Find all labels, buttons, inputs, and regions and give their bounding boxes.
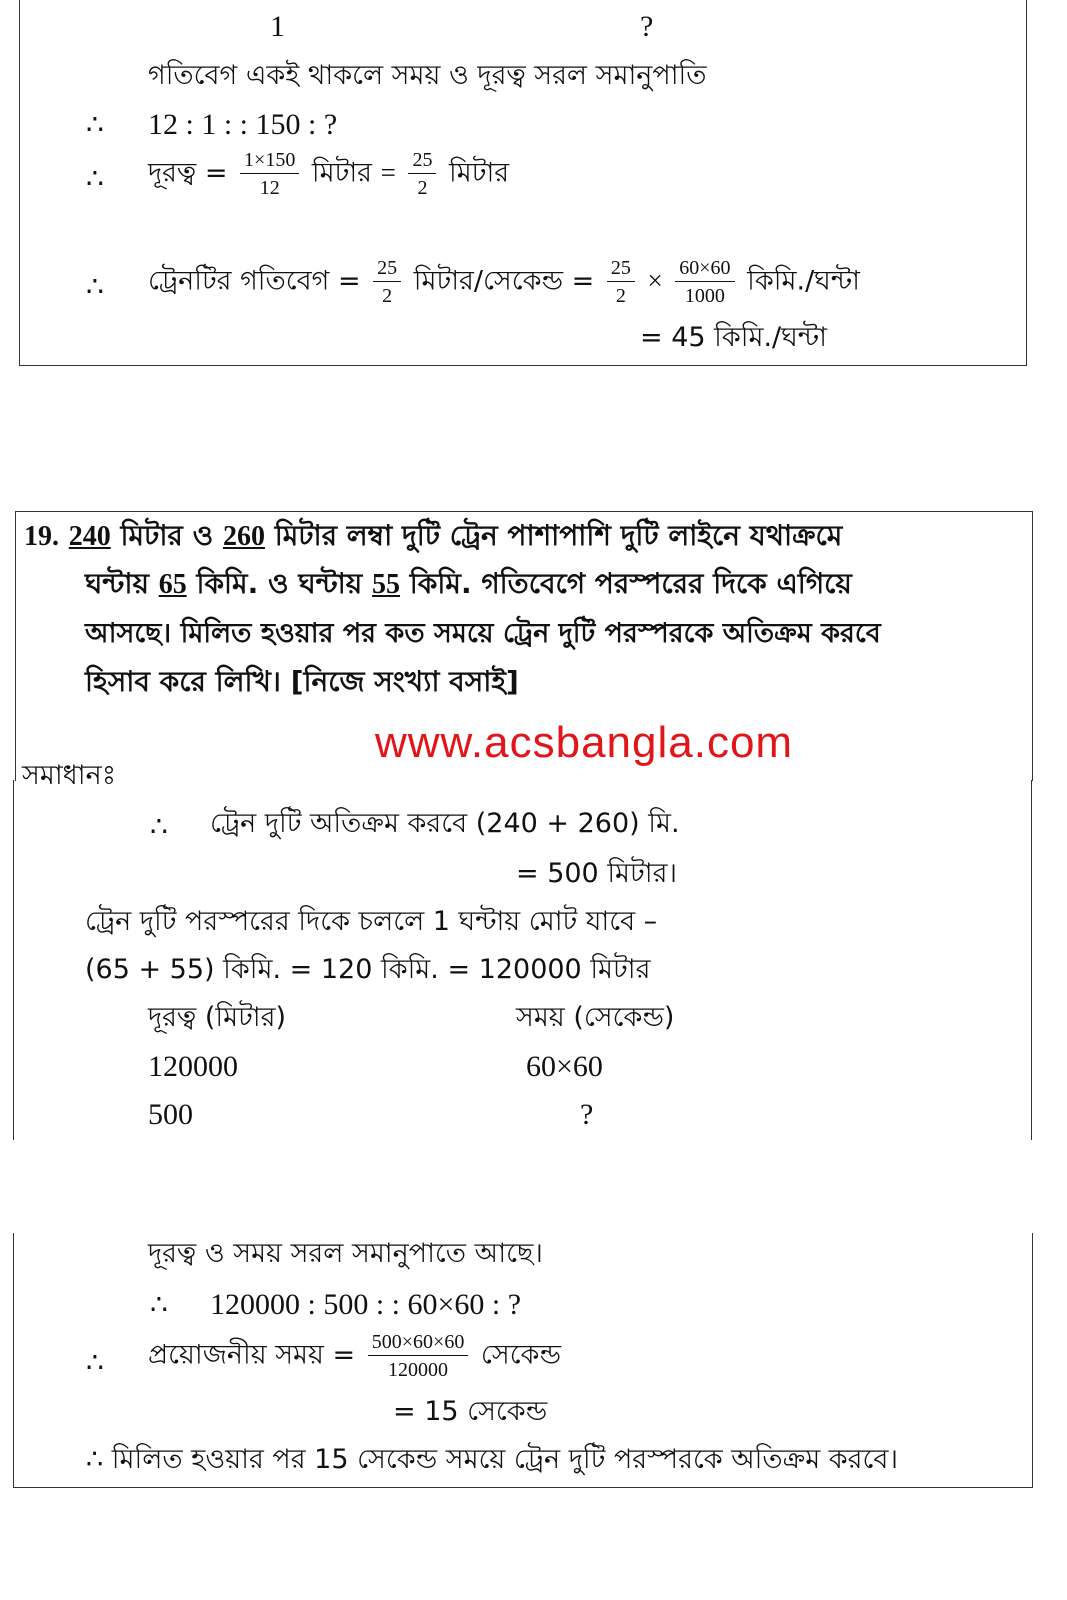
- therefore-3: ∴: [86, 272, 104, 303]
- kmph-unit: কিমি./ঘন্টা: [747, 265, 860, 297]
- second-unit: সেকেন্ড: [480, 1339, 562, 1371]
- top-statement: গতিবেগ একই থাকলে সময় ও দূরত্ব সরল সমানুপাতি: [148, 60, 707, 91]
- solution-label: সমাধানঃ: [22, 760, 117, 791]
- distance-frac-den: 12: [259, 177, 280, 199]
- conclusion: ∴ মিলিত হওয়ার পর 15 সেকেন্ড সময়ে ট্রেন দুটি পরস্পরকে অতিক্রম করবে।: [86, 1444, 899, 1475]
- bottom-statement: দূরত্ব ও সময় সরল সমানুপাতে আছে।: [148, 1238, 543, 1269]
- distance-frac-num: 1×150: [240, 150, 299, 174]
- conv-den: 1000: [684, 285, 725, 307]
- speed-unit: মিটার/সেকেন্ড =: [413, 265, 595, 297]
- therefore-2: ∴: [86, 164, 104, 195]
- required-time-fraction: [368, 1332, 469, 1380]
- distance-label: দূরত্ব =: [148, 157, 228, 189]
- value-260: 260: [222, 521, 265, 552]
- top-col-right: ?: [640, 10, 654, 43]
- problem-line-2: [85, 567, 852, 600]
- conversion-fraction: [675, 258, 734, 306]
- therefore-6: ∴: [86, 1348, 104, 1379]
- therefore-4: ∴: [150, 812, 168, 843]
- problem-number: 19.: [24, 521, 59, 552]
- metre-unit: মিটার: [311, 157, 373, 189]
- speed-fraction-2: [607, 258, 635, 306]
- value-240: 240: [68, 521, 111, 552]
- distance-fraction: [240, 150, 299, 198]
- req-num: 500×60×60: [368, 1332, 469, 1356]
- speed-frac-den: 2: [382, 285, 393, 307]
- table-head-time: সময় (সেকেন্ড): [516, 1002, 675, 1033]
- distance-equation: [148, 150, 509, 198]
- problem-line-2a: ঘন্টায়: [85, 567, 149, 600]
- times-sign: ×: [647, 265, 663, 296]
- cross-distance: ট্রেন দুটি অতিক্রম করবে (240 + 260) মি.: [210, 808, 680, 839]
- metre-unit-2: মিটার: [449, 157, 510, 189]
- top-col-left: 1: [270, 10, 285, 43]
- problem-box-left-edge: [13, 780, 14, 1140]
- row2-time: ?: [580, 1098, 594, 1131]
- result-fraction: [408, 150, 436, 198]
- therefore-5: ∴: [150, 1290, 168, 1321]
- result-frac-den: 2: [417, 177, 428, 199]
- speed-frac-num: 25: [373, 258, 401, 282]
- row1-time: 60×60: [526, 1050, 603, 1083]
- speed-frac2-num: 25: [607, 258, 635, 282]
- req-den: 120000: [388, 1359, 449, 1381]
- problem-line-1b: মিটার লম্বা দুটি ট্রেন পাশাপাশি দুটি লাইনে যথাক্রমে: [274, 519, 843, 552]
- together-statement: ট্রেন দুটি পরস্পরের দিকে চললে 1 ঘন্টায় মোট যাবে –: [85, 906, 658, 937]
- row1-distance: 120000: [148, 1050, 238, 1083]
- conv-num: 60×60: [675, 258, 734, 282]
- problem-line-2c: কিমি. গতিবেগে পরস্পরের দিকে এগিয়ে: [409, 567, 852, 600]
- problem-line-1: [24, 519, 843, 552]
- watermark-url: www.acsbangla.com: [375, 718, 794, 767]
- problem-line-3: আসছে। মিলিত হওয়ার পর কত সময়ে ট্রেন দুটি পরস্পরকে অতিক্রম করবে: [85, 618, 881, 649]
- speed-frac2-den: 2: [615, 285, 626, 307]
- cross-total: = 500 মিটার।: [516, 858, 678, 889]
- problem-line-2b: কিমি. ও ঘন্টায়: [196, 567, 363, 600]
- required-time-result: = 15 সেকেন্ড: [393, 1396, 548, 1427]
- final-speed: = 45 কিমি./ঘন্টা: [640, 322, 827, 353]
- speed-label: ট্রেনটির গতিবেগ =: [148, 265, 361, 297]
- speed-equation: [148, 258, 860, 306]
- required-time-equation: [148, 1332, 561, 1380]
- row2-distance: 500: [148, 1098, 193, 1131]
- value-65: 65: [158, 569, 187, 600]
- problem-line-1a: মিটার ও: [120, 519, 214, 552]
- value-55: 55: [372, 569, 401, 600]
- result-frac-num: 25: [408, 150, 436, 174]
- table-head-distance: দূরত্ব (মিটার): [148, 1002, 287, 1033]
- speed-sum: (65 + 55) কিমি. = 120 কিমি. = 120000 মিটার: [85, 954, 651, 985]
- speed-fraction: [373, 258, 401, 306]
- required-time-label: প্রয়োজনীয় সময় =: [148, 1339, 356, 1371]
- therefore-1: ∴: [86, 110, 104, 141]
- top-ratio: 12 : 1 : : 150 : ?: [148, 108, 338, 141]
- bottom-ratio: 120000 : 500 : : 60×60 : ?: [210, 1288, 522, 1321]
- problem-line-4: হিসাব করে লিখি। [নিজে সংখ্যা বসাই]: [85, 665, 519, 698]
- problem-box-right-edge: [1031, 780, 1032, 1140]
- equals-sign: =: [380, 157, 396, 188]
